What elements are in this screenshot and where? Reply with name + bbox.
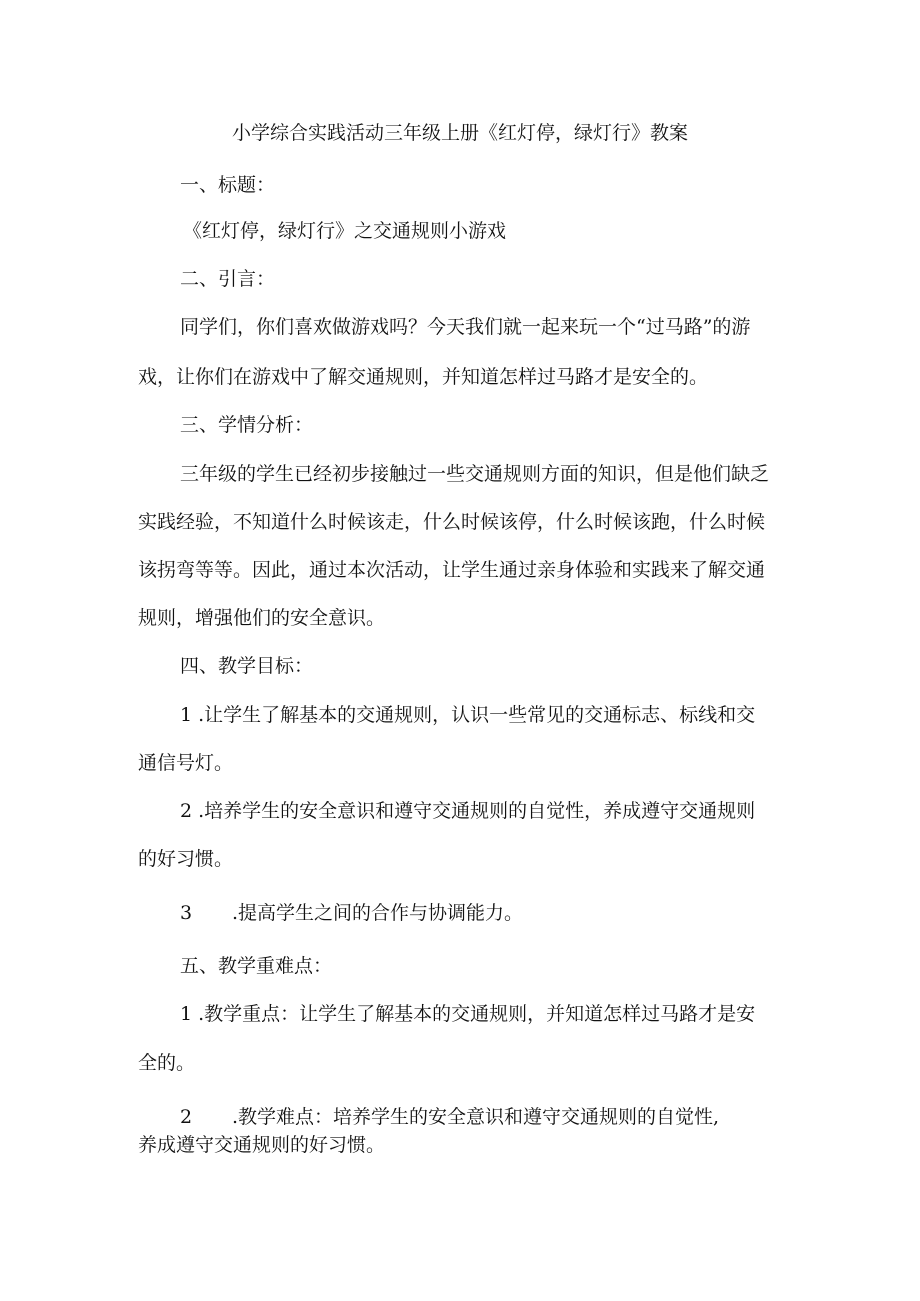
objective-item-3-number: 3: [180, 902, 193, 924]
section-1-body: 《红灯停，绿灯行》之交通规则小游戏: [183, 220, 507, 242]
section-3-body-line: 实践经验，不知道什么时候该走，什么时候该停，什么时候该跑，什么时候: [138, 511, 766, 533]
section-3-body-line: 规则，增强他们的安全意识。: [138, 607, 386, 629]
section-2-body-line: 戏，让你们在游戏中了解交通规则，并知道怎样过马路才是安全的。: [138, 366, 709, 388]
key-point-item-1: 1 .教学重点：让学生了解基本的交通规则，并知道怎样过马路才是安: [180, 1003, 756, 1025]
section-5-heading: 五、教学重难点：: [180, 955, 333, 977]
section-4-heading: 四、教学目标：: [180, 655, 314, 677]
section-3-body-line: 该拐弯等等。因此，通过本次活动，让学生通过亲身体验和实践来了解交通: [138, 559, 766, 581]
objective-item-1-cont: 通信号灯。: [138, 752, 234, 774]
key-point-item-2-number: 2: [180, 1106, 193, 1128]
key-point-item-2-cont: 养成遵守交通规则的好习惯。: [138, 1134, 386, 1156]
section-2-heading: 二、引言：: [180, 268, 276, 290]
objective-item-2-cont: 的好习惯。: [138, 848, 234, 870]
section-3-body-line: 三年级的学生已经初步接触过一些交通规则方面的知识，但是他们缺乏: [180, 463, 770, 485]
section-1-heading: 一、标题：: [180, 174, 276, 196]
section-3-heading: 三、学情分析：: [180, 414, 314, 436]
document-title: 小学综合实践活动三年级上册《红灯停，绿灯行》教案: [231, 122, 688, 144]
objective-item-1: 1 .让学生了解基本的交通规则，认识一些常见的交通标志、标线和交: [180, 704, 756, 726]
key-point-item-1-cont: 全的。: [138, 1052, 196, 1074]
objective-item-3: .提高学生之间的合作与协调能力。: [232, 902, 524, 924]
key-point-item-2: .教学难点：培养学生的安全意识和遵守交通规则的自觉性,: [232, 1106, 720, 1128]
section-2-body-line: 同学们，你们喜欢做游戏吗？今天我们就一起来玩一个“过马路”的游: [180, 316, 751, 338]
objective-item-2: 2 .培养学生的安全意识和遵守交通规则的自觉性，养成遵守交通规则: [180, 800, 756, 822]
